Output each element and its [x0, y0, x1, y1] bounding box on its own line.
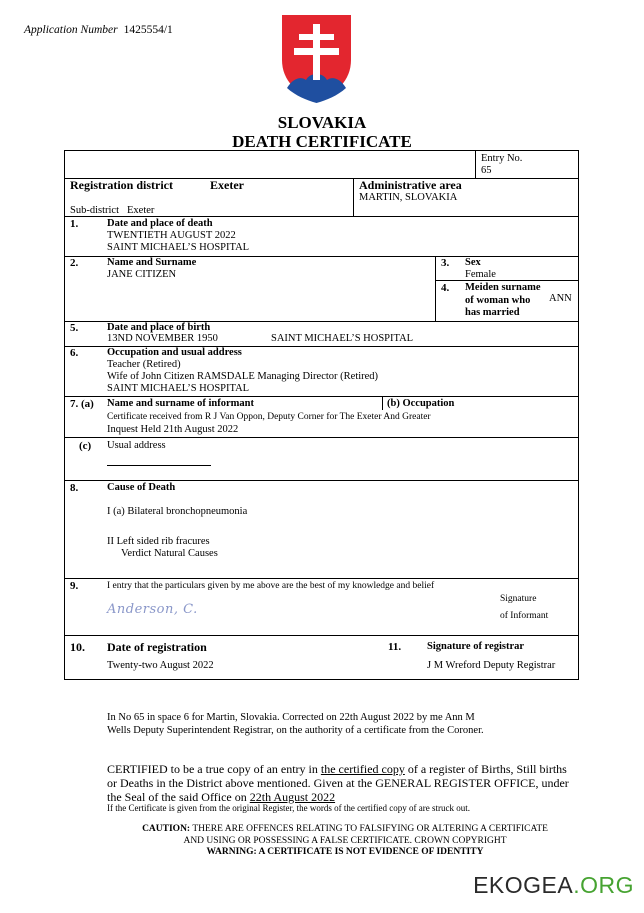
- caution-warning: WARNING: A CERTIFICATE IS NOT EVIDENCE OF IDENTITY: [206, 847, 484, 857]
- sex-divider: [435, 256, 436, 321]
- informant-signature: Anderson, C.: [107, 602, 198, 617]
- brand-watermark: [473, 872, 634, 899]
- section-9-number: 9.: [70, 580, 79, 592]
- maiden-surname-value: ANN: [549, 293, 572, 304]
- section-5-number: 5.: [70, 322, 79, 334]
- caution-label: CAUTION:: [142, 824, 191, 834]
- brand-tld: .ORG: [573, 872, 634, 898]
- registrar-signature-value: J M Wreford Deputy Registrar: [427, 660, 556, 671]
- sex-label: Sex: [465, 257, 481, 268]
- entry-number-value: 65: [481, 165, 492, 176]
- signature-label: Signature: [500, 594, 537, 604]
- cause-2: II Left sided rib fracures: [107, 536, 210, 547]
- occupation-divider: [382, 396, 383, 410]
- death-place: SAINT MICHAEL’S HOSPITAL: [107, 242, 250, 253]
- row-divider: [65, 480, 578, 481]
- informant-label: Name and surname of informant: [107, 398, 254, 409]
- section-2-number: 2.: [70, 257, 79, 269]
- maiden-surname-label: Meiden surname: [465, 282, 541, 293]
- caution-line-1: THERE ARE OFFENCES RELATING TO FALSIFYING OR ALTERING A CERTIFICATE: [192, 824, 548, 834]
- registration-district-value: Exeter: [210, 178, 244, 192]
- section-7c-number: (c): [79, 440, 92, 452]
- cause-of-death-label: Cause of Death: [107, 482, 176, 493]
- section-7a-number: 7. (a): [70, 398, 94, 410]
- slovakia-coat-of-arms-icon: [279, 12, 354, 104]
- row-divider: [65, 578, 578, 579]
- maiden-surname-label: has married: [465, 307, 520, 318]
- certified-copy-text: the certified copy: [320, 762, 405, 776]
- row-divider: [65, 437, 578, 438]
- country-title: SLOVAKIA: [277, 113, 367, 132]
- administrative-area-label: Administrative area: [359, 178, 462, 192]
- registration-date-value: Twenty-two August 2022: [107, 660, 214, 671]
- informant-statement: I entry that the particulars given by me above are the best of my knowledge and belief: [107, 581, 435, 591]
- usual-address-label: Usual address: [107, 440, 166, 451]
- section-11-number: 11.: [388, 641, 402, 653]
- subdistrict-value: Exeter: [127, 205, 155, 216]
- sex-value: Female: [465, 269, 496, 280]
- row-divider: [65, 635, 578, 636]
- section-1-number: 1.: [70, 218, 79, 230]
- section-6-number: 6.: [70, 347, 79, 359]
- certification-statement: [107, 762, 577, 804]
- informant-line-1: Certificate received from R J Van Oppon, Deputy Corner for The Exeter And Greater: [107, 412, 431, 422]
- certificate-form: [64, 150, 579, 680]
- occupation-line-1: Teacher (Retired): [107, 359, 181, 370]
- section-3-number: 3.: [441, 257, 450, 269]
- occupation-line-2: Wife of John Citizen RAMSDALE Managing Director (Retired): [107, 371, 379, 382]
- certified-footnote: If the Certificate is given from the original Register, the words of the certified copy of are struck out.: [107, 803, 471, 813]
- section-10-number: 10.: [70, 640, 85, 654]
- certified-text: CERTIFIED to be a true copy of an entry in: [107, 762, 321, 776]
- informant-occupation-label: (b) Occupation: [387, 398, 455, 409]
- certified-date: 22th August 2022: [249, 790, 336, 804]
- birth-date-place-label: Date and place of birth: [107, 322, 211, 333]
- cause-3: Verdict Natural Causes: [121, 548, 218, 559]
- registration-date-label: Date of registration: [107, 640, 207, 654]
- administrative-area-value: MARTIN, SLOVAKIA: [359, 192, 458, 203]
- usual-address-line: [107, 465, 211, 466]
- correction-note-line-2: Wells Deputy Superintendent Registrar, on the authority of a certificate from the Coroner.: [107, 725, 484, 736]
- registrar-signature-label: Signature of registrar: [427, 641, 525, 652]
- row-divider: [435, 280, 578, 281]
- cause-1: I (a) Bilateral bronchopneumonia: [107, 506, 248, 517]
- section-4-number: 4.: [441, 282, 450, 294]
- application-number-label: Application Number: [24, 24, 118, 36]
- occupation-line-3: SAINT MICHAEL’S HOSPITAL: [107, 383, 250, 394]
- maiden-surname-label: of woman who: [465, 295, 531, 306]
- certified-text: of a register of Births, Still births: [404, 762, 567, 776]
- name-surname-label: Name and Surname: [107, 257, 197, 268]
- correction-note-line-1: In No 65 in space 6 for Martin, Slovakia. Corrected on 22th August 2022 by me Ann M: [107, 712, 475, 723]
- row-divider: [65, 396, 578, 397]
- correction-note: [107, 711, 527, 737]
- entry-number-label: Entry No.: [481, 153, 523, 164]
- registration-district-label: Registration district: [70, 178, 173, 192]
- death-date: TWENTIETH AUGUST 2022: [107, 230, 236, 241]
- application-number-value: 1425554/1: [123, 24, 173, 36]
- informant-line-2: Inquest Held 21th August 2022: [107, 424, 239, 435]
- occupation-address-label: Occupation and usual address: [107, 347, 242, 358]
- birth-place: SAINT MICHAEL’S HOSPITAL: [271, 333, 414, 344]
- section-8-number: 8.: [70, 482, 79, 494]
- birth-date: 13ND NOVEMBER 1950: [107, 333, 218, 344]
- document-title: DEATH CERTIFICATE: [232, 132, 412, 151]
- subdistrict-label: Sub-district: [70, 205, 119, 216]
- certified-text: or Deaths in the District above mentioned. Given at the GENERAL REGISTER OFFICE, under: [107, 776, 569, 790]
- registration-divider: [353, 178, 354, 216]
- certified-text: the Seal of the said Office on: [107, 790, 250, 804]
- informant-label-text: of Informant: [500, 611, 549, 621]
- caution-notice: [100, 824, 590, 859]
- death-date-place-label: Date and place of death: [107, 218, 213, 229]
- application-number: [24, 24, 173, 36]
- brand-name: EKOGEA: [473, 872, 574, 898]
- entry-divider: [475, 151, 476, 178]
- caution-line-2: AND USING OR POSSESSING A FALSE CERTIFICATE. CROWN COPYRIGHT: [183, 835, 507, 846]
- name-surname-value: JANE CITIZEN: [107, 269, 177, 280]
